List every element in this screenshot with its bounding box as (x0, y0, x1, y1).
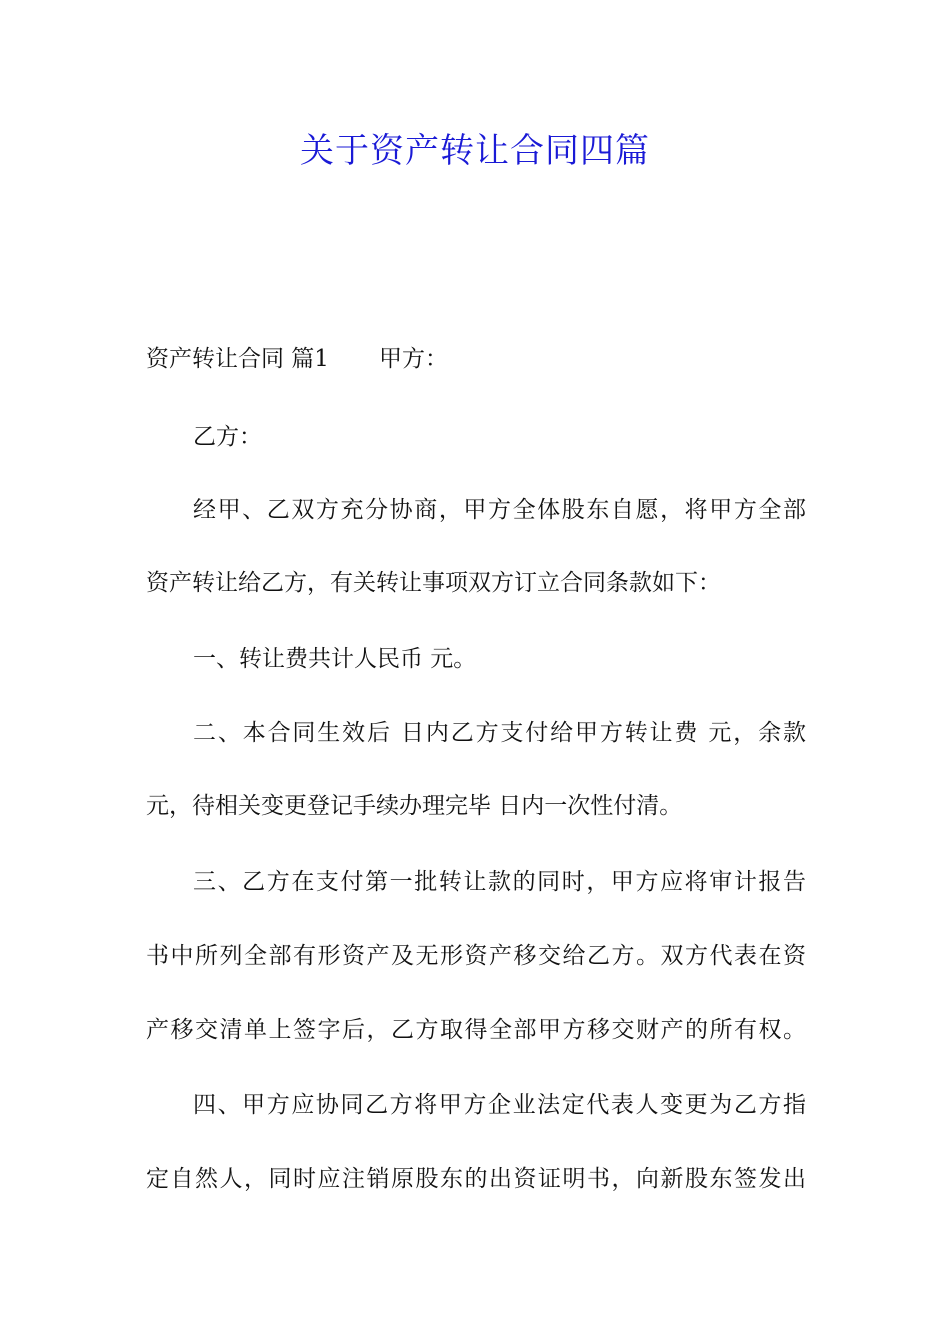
clause-two-line: 二、本合同生效后 日内乙方支付给甲方转让费 元，余款 (193, 720, 806, 746)
clause-four-line: 定自然人，同时应注销原股东的出资证明书，向新股东签发出 (146, 1166, 806, 1192)
contract-part-label: 资产转让合同 篇1 (146, 346, 329, 372)
clause-one: 一、转让费共计人民币 元。 (193, 646, 477, 672)
clause-three-line: 产移交清单上签字后，乙方取得全部甲方移交财产的所有权。 (146, 1017, 806, 1043)
party-b-label: 乙方： (193, 424, 262, 450)
party-a-label: 甲方： (378, 346, 448, 372)
clause-three-line: 书中所列全部有形资产及无形资产移交给乙方。双方代表在资 (146, 943, 806, 969)
paragraph-line: 经甲、乙双方充分协商，甲方全体股东自愿，将甲方全部 (193, 497, 806, 523)
document-title: 关于资产转让合同四篇 (300, 131, 650, 171)
clause-two-line: 元，待相关变更登记手续办理完毕 日内一次性付清。 (146, 793, 683, 819)
contract-header-line (146, 343, 806, 375)
clause-four-line: 四、甲方应协同乙方将甲方企业法定代表人变更为乙方指 (193, 1092, 806, 1118)
paragraph-line: 资产转让给乙方，有关转让事项双方订立合同条款如下： (146, 570, 721, 596)
clause-three-line: 三、乙方在支付第一批转让款的同时，甲方应将审计报告 (193, 869, 806, 895)
